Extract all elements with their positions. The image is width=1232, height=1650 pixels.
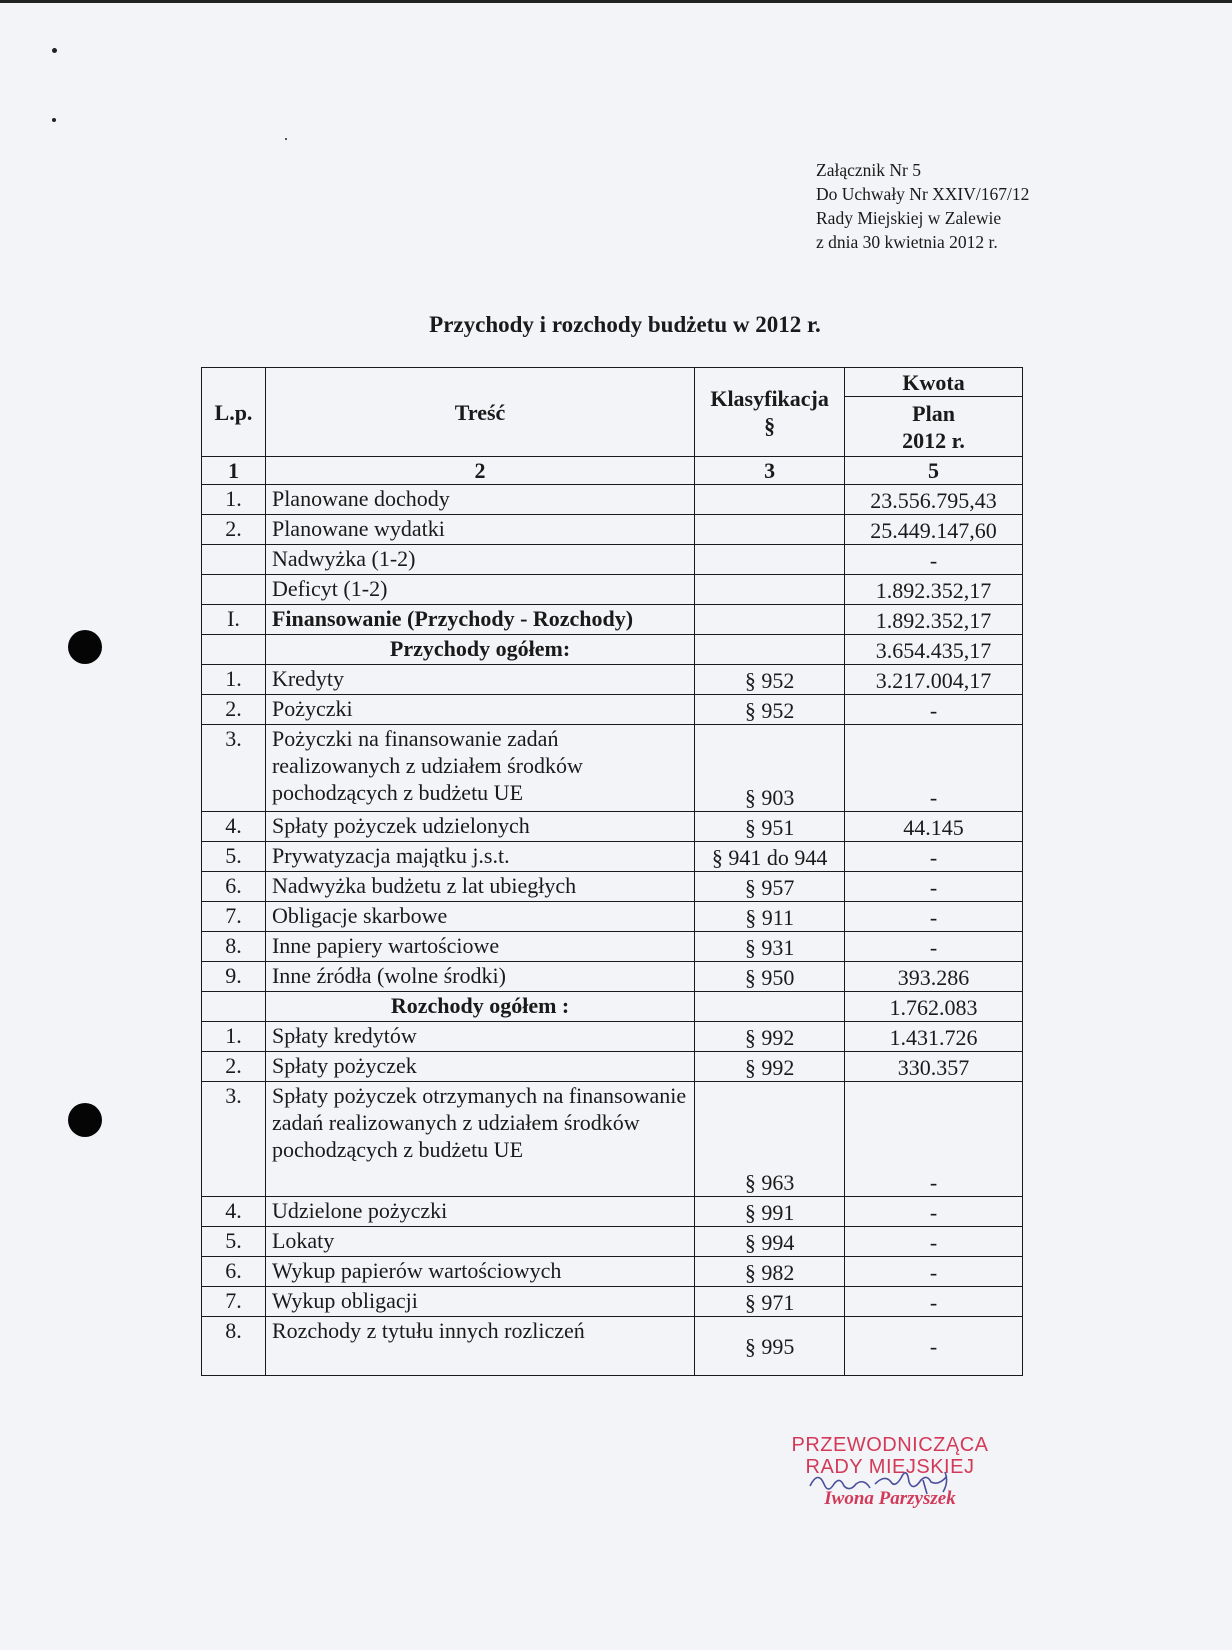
row-classification: § 957 [695,872,845,902]
column-number: 5 [845,457,1023,485]
header-lp: L.p. [202,368,266,457]
row-classification: § 950 [695,962,845,992]
header-plan [845,397,1023,457]
row-classification: § 994 [695,1227,845,1257]
row-amount: - [845,1227,1023,1257]
row-description: Spłaty kredytów [265,1022,694,1052]
row-lp [202,545,266,575]
row-classification [695,605,845,635]
row-classification [695,485,845,515]
row-amount: 330.357 [845,1052,1023,1082]
table-row [202,992,1023,1022]
stamp-line: RADY MIEJSKIEJ [805,1456,975,1478]
row-classification [695,515,845,545]
table-row [202,1287,1023,1317]
row-classification: § 941 do 944 [695,842,845,872]
annex-header [816,158,1029,254]
row-description: Nadwyżka budżetu z lat ubiegłych [265,872,694,902]
row-description: Deficyt (1-2) [265,575,694,605]
row-amount: 3.217.004,17 [845,665,1023,695]
row-description: Inne źródła (wolne środki) [265,962,694,992]
row-description: Rozchody z tytułu innych rozliczeń [265,1317,694,1376]
row-classification: § 951 [695,812,845,842]
header-plan-label: Plan [912,400,955,426]
row-amount: - [845,695,1023,725]
row-description: Wykup obligacji [265,1287,694,1317]
row-description: Pożyczki [265,695,694,725]
row-amount: - [845,902,1023,932]
row-description: Planowane wydatki [265,515,694,545]
row-classification [695,992,845,1022]
row-classification [695,545,845,575]
table-row [202,1022,1023,1052]
row-classification: § 982 [695,1257,845,1287]
row-amount: - [845,842,1023,872]
row-amount: 1.431.726 [845,1022,1023,1052]
row-amount: - [845,1257,1023,1287]
row-amount: - [845,1197,1023,1227]
table-row [202,1082,1023,1197]
table-row [202,902,1023,932]
table-row [202,545,1023,575]
row-amount: - [845,545,1023,575]
stamp-line: PRZEWODNICZĄCA [791,1434,989,1456]
document-title: Przychody i rozchody budżetu w 2012 r. [429,312,821,337]
stamp-name: Iwona Parzyszek [824,1488,956,1509]
row-amount: 1.892.352,17 [845,605,1023,635]
row-lp: I. [202,605,266,635]
column-number: 2 [265,457,694,485]
column-number: 3 [695,457,845,485]
row-amount: 1.892.352,17 [845,575,1023,605]
row-lp: 1. [202,665,266,695]
table-row [202,725,1023,812]
scan-speck [52,118,56,122]
header-klasyfikacja-symbol: § [764,413,776,438]
annex-line: z dnia 30 kwietnia 2012 r. [816,232,998,252]
annex-line: Rady Miejskiej w Zalewie [816,208,1002,228]
table-row [202,575,1023,605]
row-description: Spłaty pożyczek otrzymanych na finansowanie zadań realizowanych z udziałem środków pochodzących z budżetu UE [265,1082,694,1197]
header-plan-year: 2012 r. [902,427,965,453]
row-lp: 7. [202,902,266,932]
row-lp: 3. [202,1082,266,1197]
header-kwota: Kwota [845,368,1023,397]
table-row [202,842,1023,872]
table-row [202,1257,1023,1287]
row-lp: 3. [202,725,266,812]
table-row [202,635,1023,665]
row-amount: - [845,725,1023,812]
row-description: Pożyczki na finansowanie zadań realizowanych z udziałem środków pochodzących z budżetu UE [265,725,694,812]
row-description: Planowane dochody [265,485,694,515]
row-description: Spłaty pożyczek udzielonych [265,812,694,842]
row-classification [695,575,845,605]
row-lp: 7. [202,1287,266,1317]
row-lp: 1. [202,1022,266,1052]
row-amount: 23.556.795,43 [845,485,1023,515]
row-lp: 6. [202,872,266,902]
row-description: Lokaty [265,1227,694,1257]
row-lp: 4. [202,812,266,842]
row-amount: - [845,1287,1023,1317]
table-row [202,515,1023,545]
row-classification: § 992 [695,1022,845,1052]
table-row [202,605,1023,635]
row-classification: § 952 [695,665,845,695]
row-classification: § 971 [695,1287,845,1317]
row-classification: § 992 [695,1052,845,1082]
budget-table [201,367,1023,1376]
row-classification: § 931 [695,932,845,962]
row-lp [202,575,266,605]
row-description: Finansowanie (Przychody - Rozchody) [265,605,694,635]
table-row [202,932,1023,962]
punch-hole [68,1103,102,1137]
row-lp: 1. [202,485,266,515]
table-row [202,812,1023,842]
table-row [202,1227,1023,1257]
row-lp: 8. [202,1317,266,1376]
row-classification: § 963 [695,1082,845,1197]
header-klasyfikacja-label: Klasyfikacja [710,386,829,411]
handwritten-signature [805,1466,985,1500]
row-description: Prywatyzacja majątku j.s.t. [265,842,694,872]
row-lp: 5. [202,842,266,872]
table-row [202,1317,1023,1376]
row-amount: - [845,1317,1023,1376]
punch-hole [68,630,102,664]
row-lp: 8. [202,932,266,962]
row-amount: 44.145 [845,812,1023,842]
table-row [202,962,1023,992]
row-lp [202,635,266,665]
row-lp: 2. [202,1052,266,1082]
row-classification [695,635,845,665]
annex-line: Do Uchwały Nr XXIV/167/12 [816,184,1030,204]
row-classification: § 995 [695,1317,845,1376]
column-number: 1 [202,457,266,485]
row-lp: 4. [202,1197,266,1227]
table-row [202,485,1023,515]
scan-speck [285,138,287,140]
table-row [202,665,1023,695]
header-tresc: Treść [265,368,694,457]
row-description: Przychody ogółem: [265,635,694,665]
row-classification: § 911 [695,902,845,932]
row-lp: 2. [202,515,266,545]
row-classification: § 903 [695,725,845,812]
row-description: Udzielone pożyczki [265,1197,694,1227]
row-lp: 2. [202,695,266,725]
row-classification: § 952 [695,695,845,725]
row-amount: - [845,1082,1023,1197]
scan-speck [52,48,57,53]
table-row [202,872,1023,902]
row-amount: 3.654.435,17 [845,635,1023,665]
row-description: Rozchody ogółem : [265,992,694,1022]
row-classification: § 991 [695,1197,845,1227]
row-lp [202,992,266,1022]
row-amount: 393.286 [845,962,1023,992]
row-amount: 1.762.083 [845,992,1023,1022]
table-row [202,695,1023,725]
header-klasyfikacja [695,368,845,457]
row-description: Wykup papierów wartościowych [265,1257,694,1287]
row-amount: 25.449.147,60 [845,515,1023,545]
row-lp: 5. [202,1227,266,1257]
row-amount: - [845,932,1023,962]
row-description: Nadwyżka (1-2) [265,545,694,575]
table-row [202,1052,1023,1082]
row-amount: - [845,872,1023,902]
row-description: Kredyty [265,665,694,695]
row-description: Obligacje skarbowe [265,902,694,932]
annex-line: Załącznik Nr 5 [816,160,921,180]
row-lp: 6. [202,1257,266,1287]
column-number-row [202,457,1023,485]
row-description: Spłaty pożyczek [265,1052,694,1082]
row-description: Inne papiery wartościowe [265,932,694,962]
row-lp: 9. [202,962,266,992]
table-row [202,1197,1023,1227]
scan-top-edge [0,0,1232,3]
